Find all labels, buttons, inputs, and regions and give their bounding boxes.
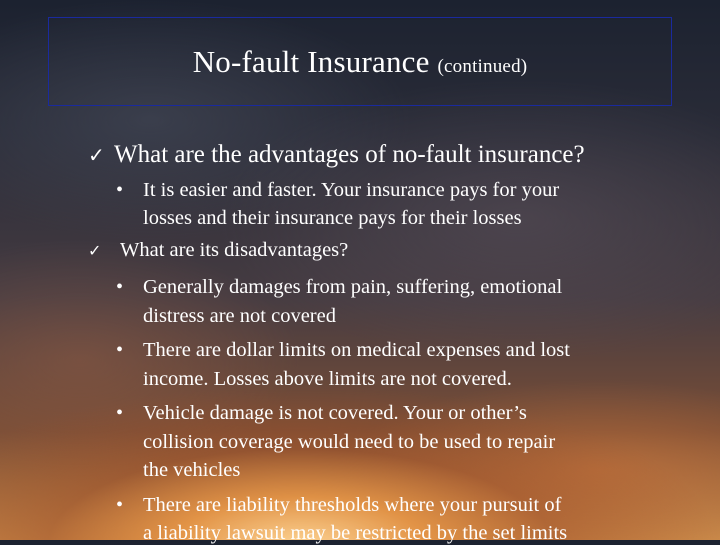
disadvantage-line: There are liability thresholds where your pursuit of: [143, 494, 562, 516]
disadvantage-line: collision coverage would need to be used to repair: [143, 431, 556, 453]
question-disadvantages-text: What are its disadvantages?: [120, 239, 349, 261]
bullet-icon: •: [116, 402, 124, 424]
checkmark-icon: ✓: [88, 241, 102, 260]
title-main: No-fault Insurance: [192, 44, 430, 79]
question-advantages-text: What are the advantages of no-fault insurance?: [114, 141, 585, 168]
answer-line: It is easier and faster. Your insurance pays for your: [143, 179, 560, 201]
disadvantage-line: income. Losses above limits are not covered.: [143, 368, 512, 390]
question-advantages: [88, 141, 585, 169]
bullet-icon: •: [116, 494, 124, 516]
bullet-icon: •: [116, 276, 124, 298]
disadvantage-line: Generally damages from pain, suffering, emotional: [143, 276, 563, 298]
disadvantage-line: a liability lawsuit may be restricted by the set limits: [143, 522, 568, 544]
disadvantage-line: distress are not covered: [143, 305, 336, 327]
answer-line: losses and their insurance pays for their losses: [143, 207, 522, 229]
bullet-icon: •: [116, 339, 124, 361]
title-sub: (continued): [437, 56, 528, 77]
question-disadvantages: [88, 239, 348, 262]
disadvantage-line: There are dollar limits on medical expenses and lost: [143, 339, 570, 361]
disadvantage-line: the vehicles: [143, 459, 241, 481]
bullet-icon: •: [116, 179, 124, 201]
disadvantage-line: Vehicle damage is not covered. Your or other’s: [143, 402, 527, 424]
checkmark-icon: ✓: [88, 143, 105, 167]
